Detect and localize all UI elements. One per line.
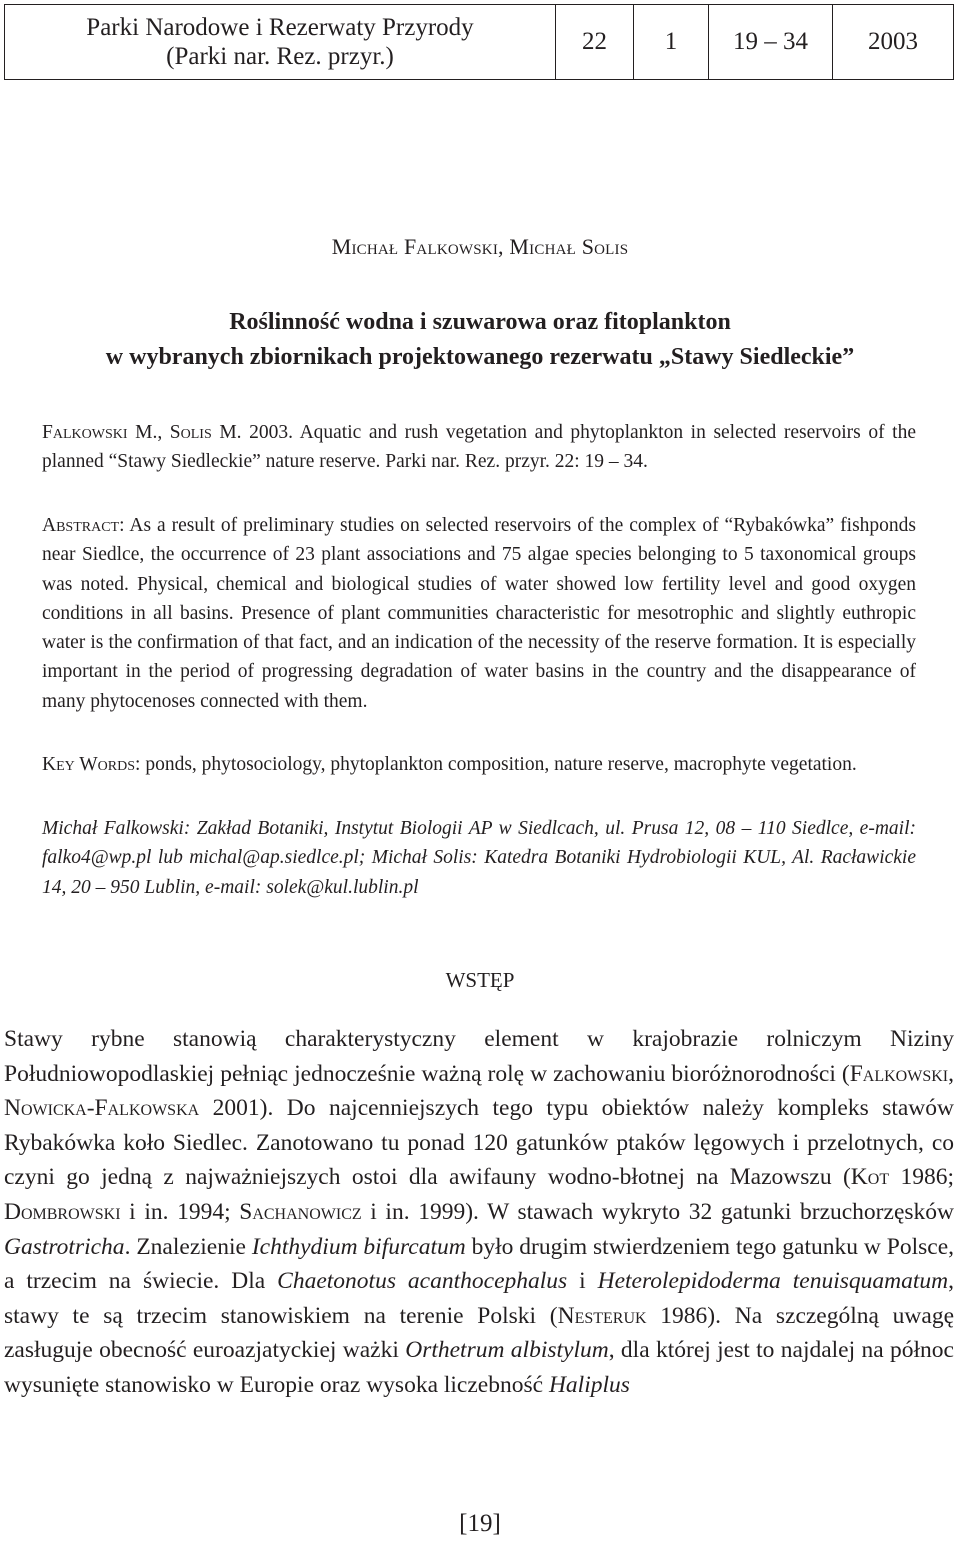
body-text: 1986). Na szczególną uwagę zasługuje obecność euroazjatyckiej ważki bbox=[4, 1302, 954, 1364]
section-heading-introduction: WSTĘP bbox=[445, 968, 515, 992]
abstract-label: Abstract: bbox=[42, 515, 125, 536]
body-text: 2001). Do najcenniejszych tego typu obiektów należy kompleks stawów Rybakówka koło Siedlec. Zanotowano tu ponad 120 gatunków ptaków lęgowych i przelotnych, co czyni go jedną z najważniejszych ostoi dla awifauny wodno-błotnej na Mazowszu ( bbox=[4, 1095, 954, 1191]
species-name: Heterolepidoderma tenuisquamatum bbox=[597, 1268, 949, 1295]
body-text: i in. 1999). W stawach wykryto 32 gatunki brzuchorzęsków bbox=[361, 1198, 954, 1225]
citation-ref: Nesteruk bbox=[557, 1302, 647, 1329]
keywords-paragraph bbox=[42, 750, 916, 779]
citation-ref: Sachanowicz bbox=[239, 1198, 362, 1225]
volume-cell: 22 bbox=[556, 5, 634, 79]
species-name: Orthetrum albistylum bbox=[405, 1337, 609, 1364]
citation-ref: Falkowski, Nowicka-Falkowska bbox=[4, 1060, 954, 1122]
issue-cell: 1 bbox=[634, 5, 709, 79]
abstract-text: As a result of preliminary studies on selected reservoirs of the complex of “Rybakówka” fishponds near Siedlce, the occurrence of 23 plant associations and 75 algae species belonging to 5 taxonomical groups was noted. Physical, chemical and biological studies of water showed low fertility level and good oxygen conditions in all basins. Presence of plant communities characteristic for mesotrophic and slightly euthropic water is the confirmation of that fact, and an indication of the necessity of the reserve formation. It is especially important in the period of progressing degradation of water basins in the country and the disappearance of many phytocenoses connected with them. bbox=[42, 515, 916, 712]
body-text: , stawy te są trzecim stanowiskiem na terenie Polski ( bbox=[4, 1268, 954, 1329]
species-name: Chaetonotus acanthocephalus bbox=[277, 1268, 568, 1295]
species-name: Ichthydium bifurcatum bbox=[251, 1233, 466, 1260]
species-name: Gastrotricha bbox=[4, 1233, 125, 1260]
page-number: [19] bbox=[459, 1510, 501, 1537]
body-text: było drugim stwierdzeniem tego gatunku w Polsce, a trzecim na świecie. Dla bbox=[4, 1233, 954, 1295]
citation-ref: Dombrowski bbox=[4, 1198, 121, 1225]
journal-header-table bbox=[4, 4, 954, 80]
journal-title-line1: Parki Narodowe i Rezerwaty Przyrody bbox=[86, 14, 474, 41]
abstract-paragraph bbox=[42, 511, 916, 716]
body-text: i bbox=[567, 1268, 598, 1295]
keywords-text: ponds, phytosociology, phytoplankton composition, nature reserve, macrophyte vegetation. bbox=[140, 754, 857, 775]
citation-paragraph bbox=[42, 418, 916, 477]
body-text: 1986; bbox=[889, 1164, 955, 1191]
species-name: Haliplus bbox=[548, 1371, 630, 1398]
article-title-line1: Roślinność wodna i szuwarowa oraz fitoplankton bbox=[229, 309, 731, 335]
year-cell: 2003 bbox=[868, 28, 918, 55]
author-address: Michał Falkowski: Zakład Botaniki, Instytut Biologii AP w Siedlcach, ul. Prusa 12, 08 – 110 Siedlce, e-mail: falko4@wp.pl lub michal@ap.siedlce.pl; Michał Solis: Katedra Botaniki Hydrobiologii KUL, Al. Racławickie 14, 20 – 950 Lublin, e-mail: solek@kul.lublin.pl bbox=[42, 818, 916, 898]
citation-authors: Falkowski M., Solis M. 2003. bbox=[42, 422, 294, 443]
journal-title-cell bbox=[5, 5, 556, 79]
introduction-body bbox=[4, 1022, 954, 1403]
citation-ref: Kot bbox=[850, 1164, 890, 1191]
article-title bbox=[0, 305, 960, 375]
pages-cell: 19 – 34 bbox=[709, 5, 833, 79]
article-authors: Michał Falkowski, Michał Solis bbox=[331, 234, 629, 259]
keywords-label: Key Words: bbox=[42, 754, 141, 775]
body-text: i in. 1994; bbox=[120, 1198, 240, 1225]
journal-title-line2: (Parki nar. Rez. przyr.) bbox=[166, 43, 394, 70]
citation-text: Aquatic and rush vegetation and phytoplankton in selected reservoirs of the planned “Stawy Siedleckie” nature reserve. Parki nar. Rez. przyr. 22: 19 – 34. bbox=[42, 422, 916, 473]
body-text: Stawy rybne stanowią charakterystyczny element w krajobrazie rolniczym Niziny Południowopodlaskiej pełniąc jednocześnie ważną rolę w zachowaniu bioróżnorodności ( bbox=[4, 1026, 954, 1087]
article-title-line2: w wybranych zbiornikach projektowanego rezerwatu „Stawy Siedleckie” bbox=[105, 344, 855, 370]
body-text: . Znalezienie bbox=[124, 1233, 252, 1260]
body-text: , dla której jest to najdalej na północ wysunięte stanowisko w Europie oraz wysoka liczebność bbox=[4, 1337, 954, 1398]
